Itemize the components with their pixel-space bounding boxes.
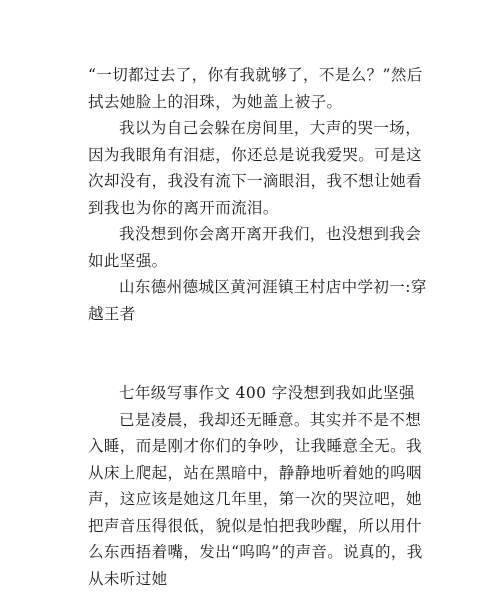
article-title: 七年级写事作文 400 字没想到我如此坚强 bbox=[88, 380, 428, 407]
author-line: 山东德州德城区黄河涯镇王村店中学初一:穿越王者 bbox=[88, 274, 428, 327]
article-body: 已是凌晨，我却还无睡意。其实并不是不想入睡，而是刚才你们的争吵，让我睡意全无。我从床上爬起，站在黑暗中，静静地听着她的呜咽声，这应该是她这几年里，第一次的哭泣吧，她把声音压得很低，貌似是怕把我吵醒，所以用什么东西捂着嘴，发出“呜呜”的声音。说真的，我从未听过她 bbox=[88, 407, 428, 592]
paragraph-2: 我以为自己会躲在房间里，大声的哭一场，因为我眼角有泪痣，你还总是说我爱哭。可是这次却没有，我没有流下一滴眼泪，我不想让她看到我也为你的离开而流泪。 bbox=[88, 115, 428, 221]
paragraph-3: 我没想到你会离开离开我们，也没想到我会如此坚强。 bbox=[88, 221, 428, 274]
paragraph-1: “一切都过去了，你有我就够了，不是么？”然后拭去她脸上的泪珠，为她盖上被子。 bbox=[88, 62, 428, 115]
